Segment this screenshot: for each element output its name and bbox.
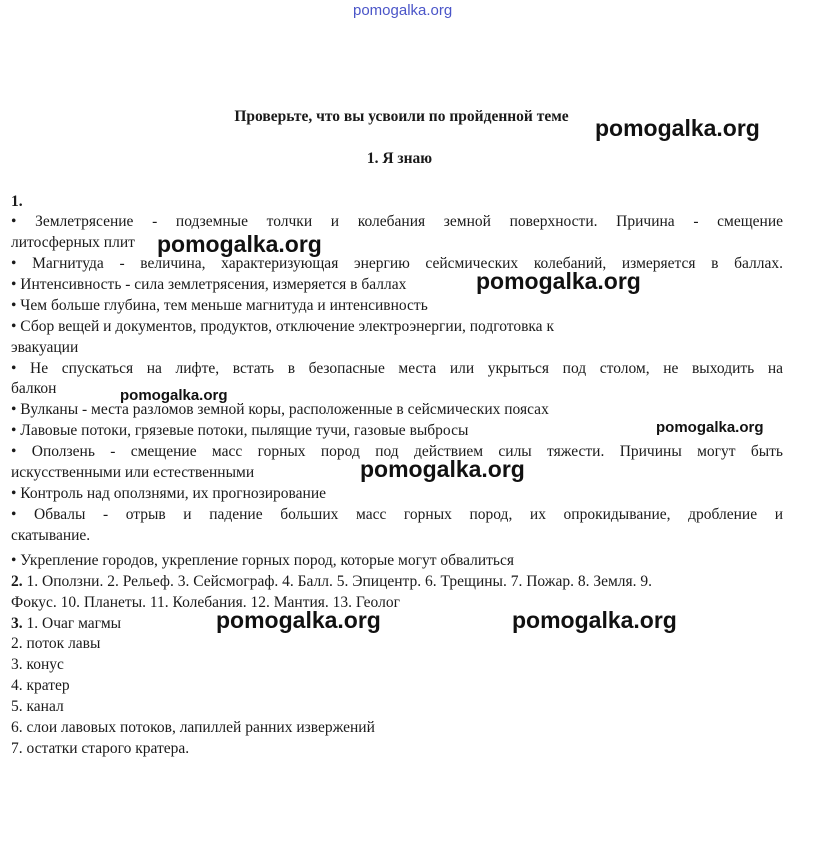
text-line: • Магнитуда - величина, характеризующая энергию сейсмических колебаний, измеряется в баллах. [11,255,783,272]
list-item: 2. поток лавы [11,635,101,652]
text-line: • Контроль над оползнями, их прогнозирование [11,485,327,502]
watermark: pomogalka.org [157,231,322,257]
list-item: 7. остатки старого кратера. [11,740,190,757]
text-line: • Интенсивность - сила землетрясения, измеряется в баллах [11,276,407,293]
section-2-label: 2. [11,573,23,590]
text-line: эвакуации [11,339,79,356]
section-2-text: 1. Оползни. 2. Рельеф. 3. Сейсмограф. 4. Балл. 5. Эпицентр. 6. Трещины. 7. Пожар. 8. Земля. 9. [22,573,653,590]
text-line: литосферных плит [11,234,135,251]
watermark: pomogalka.org [120,387,228,404]
list-item: 3. конус [11,656,64,673]
document-subtitle: 1. Я знаю [366,150,433,167]
text-line: • Укрепление городов, укрепление горных пород, которые могут обвалиться [11,552,515,569]
text-line: • Оползень - смещение масс горных пород под действием силы тяжести. Причины могут быть [11,443,783,460]
text-line: балкон [11,380,57,397]
watermark: pomogalka.org [595,115,760,141]
text-line: скатывание. [11,527,91,544]
text-line: • Землетрясение - подземные толчки и колебания земной поверхности. Причина - смещение [11,213,783,230]
section-2-line [11,572,783,592]
watermark: pomogalka.org [360,456,525,482]
section-1-label: 1. [11,193,23,210]
text-line: • Вулканы - места разломов земной коры, расположенные в сейсмических поясах [11,401,549,418]
text-line: искусственными или естественными [11,464,255,481]
list-item: 6. слои лавовых потоков, лапиллей ранних извержений [11,719,375,736]
watermark: pomogalka.org [512,607,677,633]
text-line: • Не спускаться на лифте, встать в безопасные места или укрыться под столом, не выходить на [11,360,783,377]
watermark: pomogalka.org [656,419,764,436]
text-line: • Чем больше глубина, тем меньше магнитуда и интенсивность [11,297,428,314]
watermark: pomogalka.org [216,607,381,633]
section-3-label: 3. [11,615,23,632]
watermark: pomogalka.org [476,268,641,294]
list-item: 5. канал [11,698,64,715]
watermark-top: pomogalka.org [353,2,453,19]
text-line: • Лавовые потоки, грязевые потоки, пылящие тучи, газовые выбросы [11,422,469,439]
text-line: • Сбор вещей и документов, продуктов, отключение электроэнергии, подготовка к [11,318,554,335]
text-line: • Обвалы - отрыв и падение больших масс горных пород, их опрокидывание, дробление и [11,506,783,523]
section-3-text: 1. Очаг магмы [22,615,122,632]
section-2-line: Фокус. 10. Планеты. 11. Колебания. 12. Мантия. 13. Геолог [11,594,400,611]
list-item: 4. кратер [11,677,70,694]
document-title: Проверьте, что вы усвоили по пройденной теме [234,108,569,125]
